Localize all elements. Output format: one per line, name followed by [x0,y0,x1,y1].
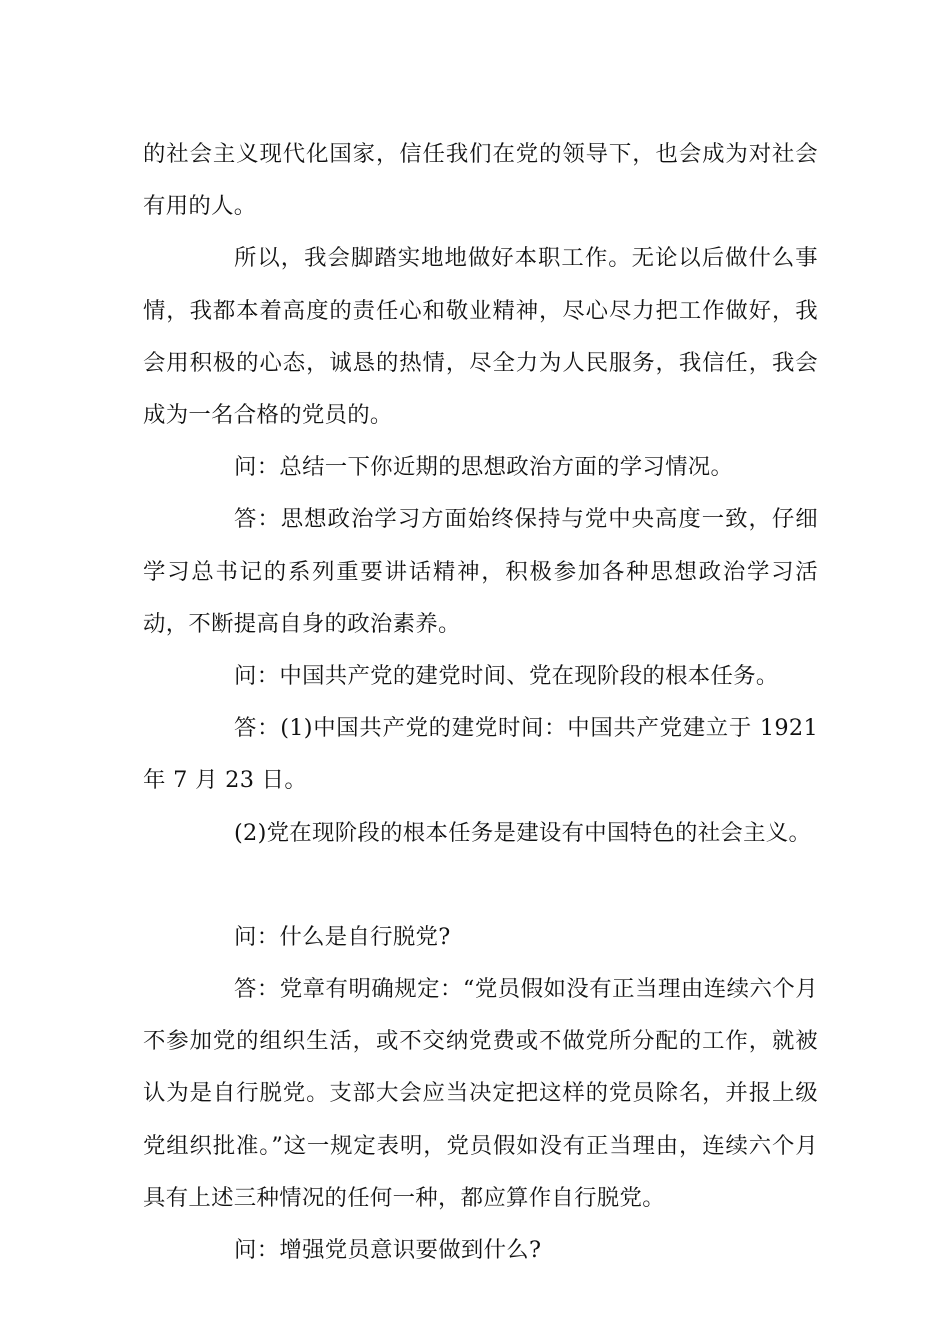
question-party-awareness: 问：增强党员意识要做到什么? [234,1237,542,1264]
question-study-summary: 问：总结一下你近期的思想政治方面的学习情况。 [234,454,734,481]
question-leaving-party: 问：什么是自行脱党? [234,923,451,950]
answer-fundamental-task: (2)党在现阶段的根本任务是建设有中国特色的社会主义。 [234,819,812,846]
answer-study-summary: 答：思想政治学习方面始终保持与党中央高度一致，仔细学习总书记的系列重要讲话精神，积极参加各种思想政治学习活动，不断提高自身的政治素养。 [143,506,818,637]
paragraph-continuation: 的社会主义现代化国家，信任我们在党的领导下，也会成为对社会有用的人。 [143,141,818,220]
answer-founding-date: 答：(1)中国共产党的建党时间：中国共产党建立于 1921 年 7 月 23 日。 [143,715,818,794]
answer-leaving-party: 答：党章有明确规定：“党员假如没有正当理由连续六个月不参加党的组织生活，或不交纳党费或不做党所分配的工作，就被认为是自行脱党。支部大会应当决定把这样的党员除名，并报上级党组织批准。”这一规定表明，党员假如没有正当理由，连续六个月具有上述三种情况的任何一种，都应算作自行脱党。 [143,976,818,1211]
document-body [143,128,818,1276]
paragraph-commitment: 所以，我会脚踏实地地做好本职工作。无论以后做什么事情，我都本着高度的责任心和敬业精神，尽心尽力把工作做好，我会用积极的心态，诚恳的热情，尽全力为人民服务，我信任，我会成为一名合格的党员的。 [143,245,818,429]
question-founding-and-task: 问：中国共产党的建党时间、党在现阶段的根本任务。 [234,663,779,690]
